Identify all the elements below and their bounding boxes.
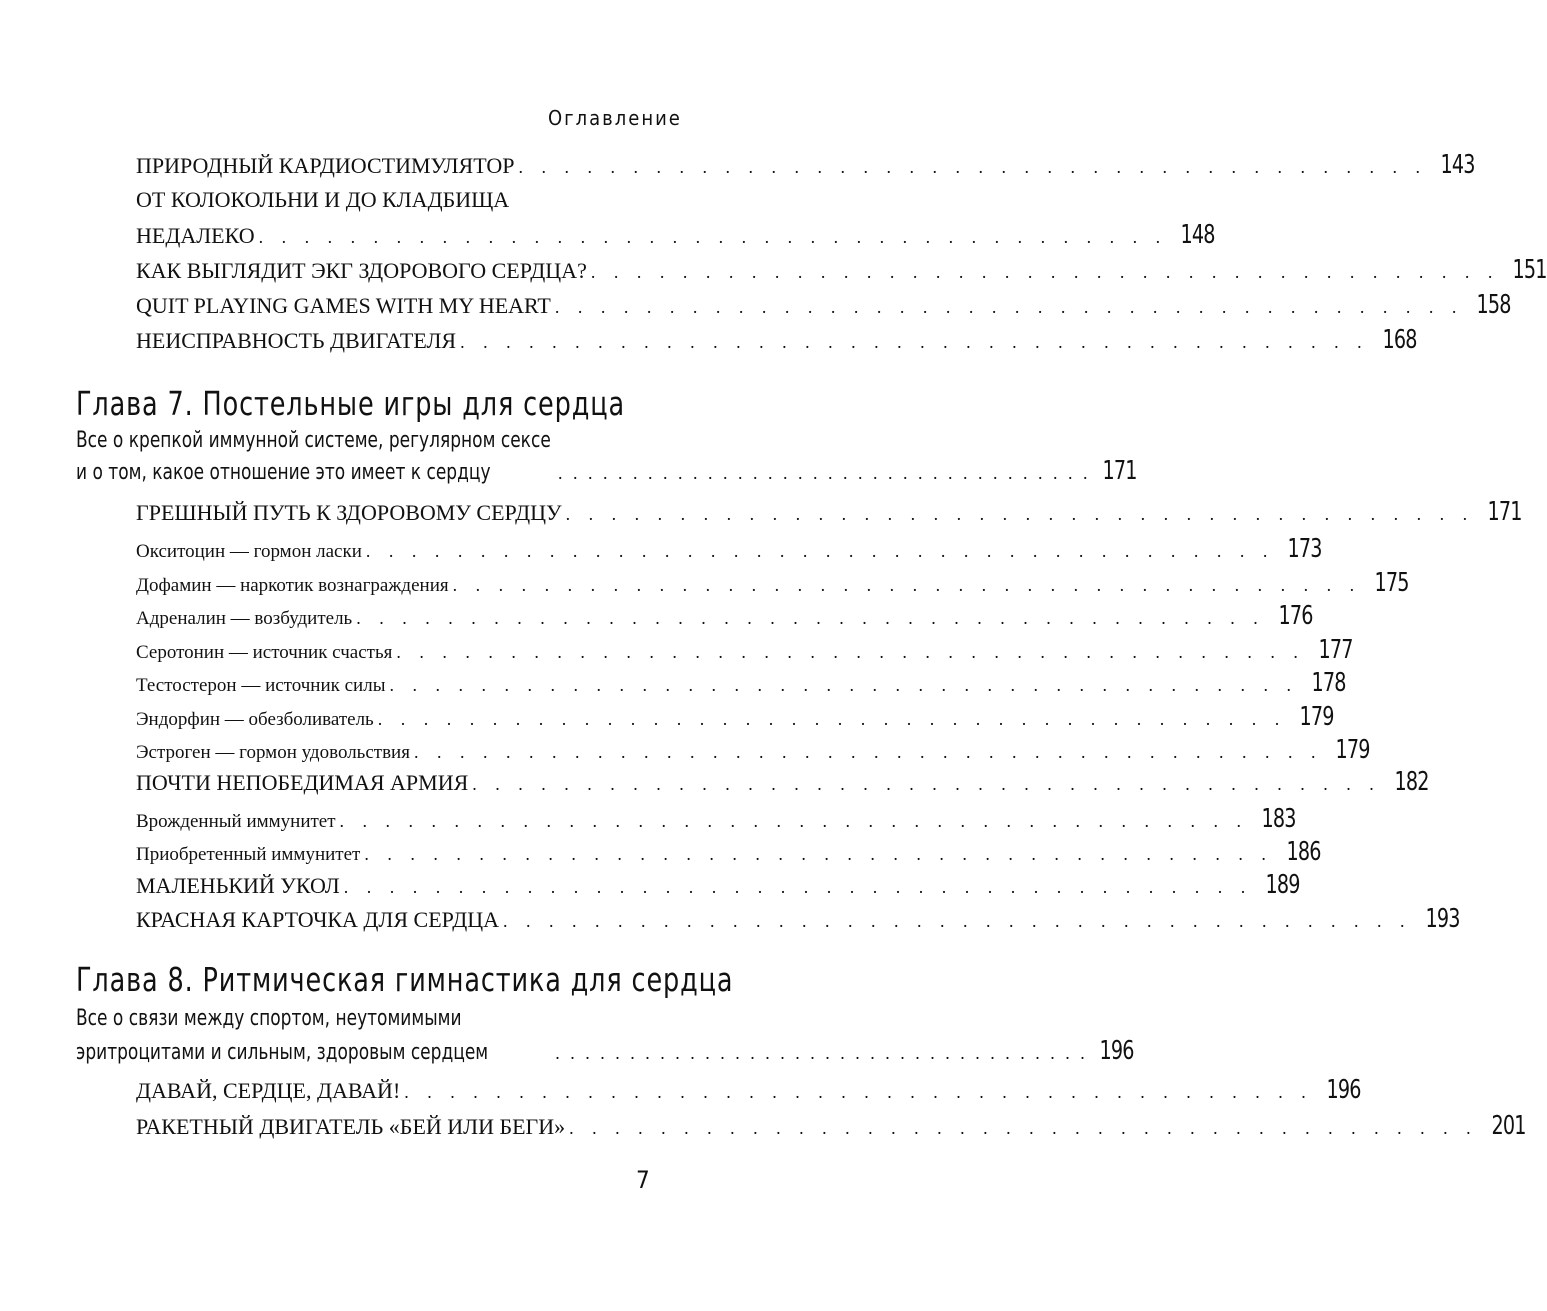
dot-leader: . . . . . . . . . . . . . . . . . . . . . . . . . . . . . . . . . . . . . . . .	[404, 1082, 1313, 1102]
toc-entry[interactable]	[136, 767, 1429, 797]
dot-leader: . . . . . . . . . . . . . . . . . . . . . . . . . . . . . . . . . . . . . . . .	[518, 157, 1427, 177]
dot-leader: . . . . . . . . . . . . . . . . . . . . . . . . . . . . . . . . . . . . . . . .	[554, 297, 1464, 317]
dot-leader: . . . . . . . . . . . . . . . . . . . . . . . . . . . . . . . . . . . . . . . .	[356, 608, 1265, 628]
toc-entry-label: Серотонин — источник счастья	[136, 642, 393, 663]
toc-entry-page: 179	[1299, 702, 1334, 732]
toc-entry-page: 201	[1491, 1111, 1526, 1141]
toc-entry-label: Окситоцин — гормон ласки	[136, 541, 362, 562]
toc-entry[interactable]	[136, 870, 1300, 900]
dot-leader: . . . . . . . . . . . . . . . . . . . . . . . . . . . . . . . . . . . . . . . .	[364, 844, 1273, 864]
dot-leader: . . . . . . . . . . . . . . . . . . . . . . . . . . . . . . . . . . . . . . . .	[365, 541, 1275, 561]
toc-entry-label: Дофамин — наркотик вознаграждения	[136, 575, 449, 596]
toc-entry[interactable]	[136, 1075, 1361, 1105]
toc-entry-page: 177	[1318, 635, 1353, 665]
toc-entry-page: 158	[1476, 290, 1511, 320]
chapter-title[interactable]: Глава 8. Ритмическая гимнастика для сердца	[76, 960, 734, 999]
toc-entry-page: 178	[1311, 668, 1346, 698]
toc-entry-label: ГРЕШНЫЙ ПУТЬ К ЗДОРОВОМУ СЕРДЦУ	[136, 500, 562, 525]
toc-entry-label: МАЛЕНЬКИЙ УКОЛ	[136, 873, 340, 898]
chapter-title[interactable]: Глава 7. Постельные игры для сердца	[76, 384, 625, 423]
toc-entry[interactable]	[136, 220, 1215, 250]
dot-leader: . . . . . . . . . . . . . . . . . . . . . . . . . . . . . . . . . . . . . . . .	[377, 709, 1287, 729]
toc-entry-label: Эстроген — гормон удовольствия	[136, 742, 410, 763]
toc-entry[interactable]	[136, 325, 1417, 355]
dot-leader: . . . . . . . . . . . . . . . . . . . . . . . . . . . . . . . . . . . . . . . .	[569, 1118, 1478, 1138]
toc-entry-page: 173	[1287, 534, 1322, 564]
toc-entry-label-line1: ОТ КОЛОКОЛЬНИ И ДО КЛАДБИЩА	[136, 187, 510, 212]
toc-entry-page: 171	[1487, 497, 1522, 527]
toc-entry-page: 168	[1382, 325, 1417, 355]
toc-entry[interactable]	[136, 568, 1409, 598]
toc-entry-label: РАКЕТНЫЙ ДВИГАТЕЛЬ «БЕЙ ИЛИ БЕГИ»	[136, 1114, 566, 1139]
toc-entry-label: Эндорфин — обезболиватель	[136, 709, 374, 730]
toc-entry-label: Адреналин — возбудитель	[136, 608, 353, 629]
toc-entry-label: КРАСНАЯ КАРТОЧКА ДЛЯ СЕРДЦА	[136, 907, 499, 932]
chapter-description-line2: и о том, какое отношение это имеет к сердцу	[76, 460, 491, 485]
dot-leader: . . . . . . . . . . . . . . . . . . . . . . . . . . . . . . . . . . . . . . . .	[472, 774, 1381, 794]
dot-leader: . . . . . . . . . . . . . . . . . . . . . . . . . . . . . . . . . . . .	[558, 463, 1091, 483]
toc-entry-label: НЕДАЛЕКО	[136, 223, 255, 248]
dot-leader: . . . . . . . . . . . . . . . . . . . . . . . . . . . . . . . . . . . . . . . .	[343, 877, 1253, 897]
dot-leader: . . . . . . . . . . . . . . . . . . . . . . . . . . . . . . . . . . . . . . . .	[452, 575, 1362, 595]
toc-entry-page: 186	[1286, 837, 1321, 867]
toc-entry[interactable]	[136, 1111, 1526, 1141]
chapter-description-page: 171	[1102, 456, 1137, 486]
toc-entry-label: QUIT PLAYING GAMES WITH MY HEART	[136, 293, 551, 318]
toc-entry-page: 148	[1180, 220, 1215, 250]
toc-entry[interactable]	[136, 668, 1346, 698]
chapter-description-line1: Все о крепкой иммунной системе, регулярном сексе	[76, 428, 551, 453]
toc-entry[interactable]	[136, 702, 1334, 732]
dot-leader: . . . . . . . . . . . . . . . . . . . . . . . . . . . . . . . . . . . . . . . .	[258, 227, 1168, 247]
toc-entry[interactable]	[136, 601, 1313, 631]
toc-entry-page: 189	[1265, 870, 1300, 900]
chapter-description-line1: Все о связи между спортом, неутомимыми	[76, 1006, 462, 1031]
toc-entry-label: НЕИСПРАВНОСТЬ ДВИГАТЕЛЯ	[136, 328, 457, 353]
toc-entry-page: 143	[1440, 150, 1475, 180]
toc-entry[interactable]	[136, 497, 1522, 527]
toc-entry[interactable]	[136, 150, 1475, 180]
toc-entry[interactable]	[136, 534, 1322, 564]
toc-entry[interactable]	[136, 635, 1353, 665]
page-number: 7	[636, 1166, 650, 1194]
toc-entry-page: 183	[1261, 804, 1296, 834]
toc-entry-page: 179	[1335, 735, 1371, 765]
toc-entry[interactable]	[136, 904, 1460, 934]
dot-leader: . . . . . . . . . . . . . . . . . . . . . . . . . . . . . . . . . . . . . . . .	[396, 642, 1305, 662]
chapter-description-line2: эритроцитами и сильным, здоровым сердцем	[76, 1040, 489, 1065]
toc-entry[interactable]	[136, 255, 1547, 285]
toc-entry-label: ПРИРОДНЫЙ КАРДИОСТИМУЛЯТОР	[136, 153, 515, 178]
toc-entry-page: 151	[1512, 255, 1547, 285]
toc-entry-page: 196	[1326, 1075, 1361, 1105]
toc-entry[interactable]	[136, 837, 1321, 867]
dot-leader: . . . . . . . . . . . . . . . . . . . . . . . . . . . . . . . . . . . . . . . .	[460, 332, 1369, 352]
dot-leader: . . . . . . . . . . . . . . . . . . . . . . . . . . . . . . . . . . . . . . . .	[339, 811, 1249, 831]
toc-entry-page: 193	[1424, 904, 1460, 934]
toc-entry-label: Врожденный иммунитет	[136, 811, 336, 832]
running-header: Оглавление	[548, 106, 682, 130]
dot-leader: . . . . . . . . . . . . . . . . . . . . . . . . . . . . . . . . . . . . . . . .	[503, 911, 1412, 931]
dot-leader: . . . . . . . . . . . . . . . . . . . . . . . . . . . . . . . . . . . . . . . .	[565, 504, 1475, 524]
toc-entry-page: 182	[1394, 767, 1429, 797]
chapter-description-page: 196	[1099, 1036, 1134, 1066]
dot-leader: . . . . . . . . . . . . . . . . . . . . . . . . . . . . . . . . . . . .	[555, 1043, 1088, 1063]
toc-entry[interactable]	[136, 735, 1371, 765]
toc-entry-label: Приобретенный иммунитет	[136, 844, 361, 865]
toc-entry-label: Тестостерон — источник силы	[136, 675, 386, 696]
toc-entry-label: КАК ВЫГЛЯДИТ ЭКГ ЗДОРОВОГО СЕРДЦА?	[136, 258, 587, 283]
toc-entry-label: ПОЧТИ НЕПОБЕДИМАЯ АРМИЯ	[136, 770, 469, 795]
toc-entry-label: ДАВАЙ, СЕРДЦЕ, ДАВАЙ!	[136, 1078, 401, 1103]
chapter-description[interactable]	[76, 1036, 1134, 1066]
toc-entry[interactable]	[136, 290, 1511, 320]
toc-entry[interactable]	[136, 804, 1296, 834]
toc-entry-page: 176	[1278, 601, 1313, 631]
toc-entry-page: 175	[1374, 568, 1409, 598]
dot-leader: . . . . . . . . . . . . . . . . . . . . . . . . . . . . . . . . . . . . . . . .	[413, 742, 1323, 762]
dot-leader: . . . . . . . . . . . . . . . . . . . . . . . . . . . . . . . . . . . . . . . .	[590, 262, 1500, 282]
dot-leader: . . . . . . . . . . . . . . . . . . . . . . . . . . . . . . . . . . . . . . . .	[389, 675, 1298, 695]
chapter-description[interactable]	[76, 456, 1137, 486]
